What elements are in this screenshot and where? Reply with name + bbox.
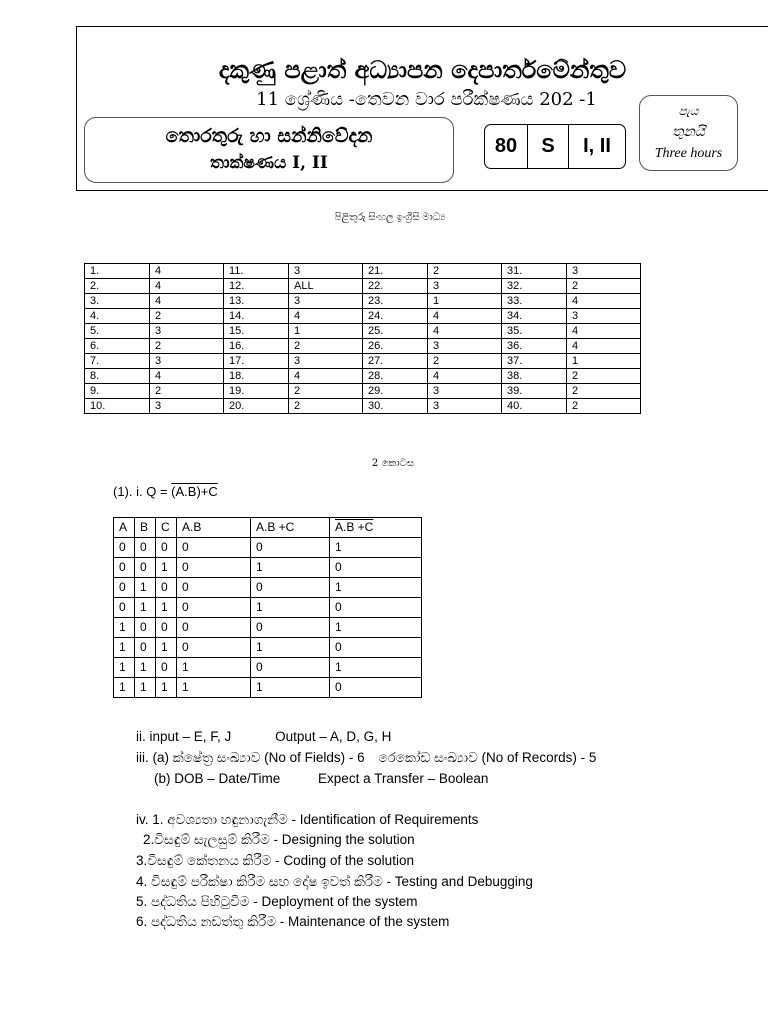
q1-expression [113,484,218,499]
truth-table [113,517,422,698]
answer-cell: 4 [428,309,502,324]
truth-table-cell: 0 [251,618,330,638]
truth-table-cell: 0 [177,638,251,658]
answer-cell: 4 [428,369,502,384]
answer-cell: 3 [428,384,502,399]
question-number-cell: 16. [224,339,289,354]
question-number-cell: 30. [363,399,428,414]
truth-table-cell: 1 [330,538,422,558]
truth-table-cell: 1 [156,558,177,578]
iii-a-records: රෙකෝඩ සංඛ්‍යාව (No of Records) - 5 [378,750,597,765]
answer-cell: 4 [150,279,224,294]
question-number-cell: 36. [502,339,567,354]
question-number-cell: 40. [502,399,567,414]
subject-code-medium: S [528,125,569,168]
answer-cell: 4 [150,294,224,309]
question-number-cell: 18. [224,369,289,384]
question-number-cell: 38. [502,369,567,384]
table-row [85,264,641,279]
truth-table-cell: 0 [330,598,422,618]
question-number-cell: 6. [85,339,150,354]
truth-table-cell: 0 [177,618,251,638]
truth-table-header-cell: A [114,518,135,538]
truth-table-cell: 0 [177,598,251,618]
answer-cell: 2 [150,339,224,354]
mcq-answer-table [84,263,641,414]
truth-table-cell: 0 [114,558,135,578]
table-row [85,324,641,339]
answer-cell: 4 [567,324,641,339]
question-number-cell: 31. [502,264,567,279]
answer-cell: 4 [289,369,363,384]
question-number-cell: 4. [85,309,150,324]
iv-step-4: 4. විසඳුම් පරීක්ෂා කිරීම සහ දෝෂ ඉවත් කිරීම - Testing and Debugging [136,874,533,889]
table-row [85,309,641,324]
time-label-si-2: තුනයි [672,124,705,140]
truth-table-cell: 1 [135,658,156,678]
time-label-si-1: පැය [678,104,699,118]
answer-cell: 3 [428,399,502,414]
answer-cell: 1 [289,324,363,339]
exam-title: 11 ශ්‍රේණිය -තෙවන වාර පරීක්ෂණය 202 -1 [256,89,597,110]
truth-table-cell: 0 [135,558,156,578]
answer-cell: 2 [150,384,224,399]
question-number-cell: 11. [224,264,289,279]
answer-cell: 3 [289,294,363,309]
question-number-cell: 14. [224,309,289,324]
answer-cell: 4 [150,369,224,384]
question-number-cell: 9. [85,384,150,399]
answer-cell: 3 [150,354,224,369]
truth-table-cell: 0 [114,538,135,558]
question-number-cell: 23. [363,294,428,309]
answer-cell: 4 [567,294,641,309]
answer-cell: 2 [567,384,641,399]
answer-cell: 4 [567,339,641,354]
subject-code-box [484,124,626,169]
question-number-cell: 28. [363,369,428,384]
truth-table-cell: 1 [330,578,422,598]
question-number-cell: 32. [502,279,567,294]
answer-cell: 3 [567,309,641,324]
answer-cell: 1 [567,354,641,369]
iv-step-2: 2.විසඳුම් සැලසුම් කිරීම - Designing the solution [143,832,415,847]
truth-table-header-cell: A.B +C [330,518,422,538]
truth-table-cell: 1 [330,618,422,638]
truth-table-cell: 0 [251,538,330,558]
table-row [114,578,422,598]
question-number-cell: 39. [502,384,567,399]
table-row [85,384,641,399]
truth-table-cell: 0 [156,618,177,638]
table-row [114,638,422,658]
table-row [114,658,422,678]
time-box [639,95,738,171]
answer-cell: 2 [289,384,363,399]
iii-b-transfer: Expect a Transfer – Boolean [318,771,489,786]
answer-cell: 2 [289,339,363,354]
table-row [85,399,641,414]
answer-cell: 2 [289,399,363,414]
table-row [85,294,641,309]
answer-cell: 3 [428,279,502,294]
truth-table-cell: 1 [251,598,330,618]
truth-table-cell: 1 [135,678,156,698]
truth-table-cell: 0 [135,618,156,638]
truth-table-cell: 0 [177,578,251,598]
answer-cell: 2 [428,264,502,279]
answer-cell: 4 [150,264,224,279]
truth-table-cell: 1 [251,558,330,578]
truth-table-cell: 0 [156,578,177,598]
answer-cell: 2 [428,354,502,369]
q1-overlined-term: (A.B)+C [171,484,218,499]
truth-table-cell: 1 [135,578,156,598]
truth-table-cell: 1 [114,678,135,698]
question-number-cell: 17. [224,354,289,369]
truth-table-header-cell: A.B [177,518,251,538]
subject-title-line1: තොරතුරු හා සන්නිවේදන [165,125,373,147]
truth-table-cell: 1 [177,658,251,678]
truth-table-cell: 1 [156,598,177,618]
answer-cell: 3 [428,339,502,354]
answer-cell: 2 [567,399,641,414]
question-number-cell: 29. [363,384,428,399]
truth-table-cell: 1 [135,598,156,618]
question-number-cell: 21. [363,264,428,279]
question-number-cell: 1. [85,264,150,279]
question-number-cell: 12. [224,279,289,294]
truth-table-cell: 0 [114,598,135,618]
part2-title: 2 කොටස [371,458,415,469]
truth-table-header-cell: C [156,518,177,538]
answers-caption: පිළිතුරු සිංහල ඉංග්‍රීසි මාධ්‍ය [334,212,446,223]
table-row [114,598,422,618]
department-title: දකුණු පළාත් අධ්‍යාපන දෙපාර්තමේන්තුව [218,55,627,84]
truth-table-cell: 0 [156,538,177,558]
truth-table-cell: 0 [156,658,177,678]
truth-table-cell: 0 [330,638,422,658]
question-number-cell: 24. [363,309,428,324]
truth-table-header-row [114,518,422,538]
table-row [85,354,641,369]
answer-cell: 1 [428,294,502,309]
question-number-cell: 37. [502,354,567,369]
iv-step-6: 6. පද්ධතිය නඩත්තු කිරීම - Maintenance of the system [136,914,450,929]
question-number-cell: 19. [224,384,289,399]
iii-b-dob: (b) DOB – Date/Time [154,771,281,786]
truth-table-cell: 0 [330,678,422,698]
question-number-cell: 25. [363,324,428,339]
answer-cell: 4 [289,309,363,324]
iv-step-3: 3.විසඳුම් කේතනය කිරීම - Coding of the solution [136,853,414,868]
table-row [85,279,641,294]
question-number-cell: 2. [85,279,150,294]
subject-box [84,117,454,183]
q1-prefix: (1). i. Q = [113,484,172,499]
question-number-cell: 13. [224,294,289,309]
table-row [114,618,422,638]
ii-output: Output – A, D, G, H [275,729,392,744]
iv-step-1: iv. 1. අවශ්‍යතා හඳුනාගැනීම - Identification of Requirements [136,812,479,827]
table-row [114,558,422,578]
subject-title-line2: තාක්ෂණය I, II [210,153,328,173]
answer-cell: 3 [289,264,363,279]
truth-table-cell: 1 [330,658,422,678]
truth-table-cell: 0 [177,538,251,558]
iv-step-5: 5. පද්ධතිය පිහිටුවීම - Deployment of the system [136,894,418,909]
question-number-cell: 7. [85,354,150,369]
question-number-cell: 8. [85,369,150,384]
answer-cell: 3 [289,354,363,369]
exam-header [76,26,768,191]
question-number-cell: 33. [502,294,567,309]
truth-table-cell: 0 [177,558,251,578]
truth-table-cell: 0 [135,638,156,658]
question-number-cell: 34. [502,309,567,324]
question-number-cell: 10. [85,399,150,414]
question-number-cell: 26. [363,339,428,354]
truth-table-cell: 1 [251,638,330,658]
question-number-cell: 22. [363,279,428,294]
truth-table-cell: 1 [251,678,330,698]
table-row [114,538,422,558]
truth-table-cell: 0 [135,538,156,558]
truth-table-header-cell: B [135,518,156,538]
question-number-cell: 35. [502,324,567,339]
ii-input: ii. input – E, F, J [136,729,232,744]
table-row [85,369,641,384]
subject-code-papers: I, II [583,135,611,157]
subject-code-number: 80 [485,125,528,168]
time-label-en: Three hours [654,146,723,161]
answer-cell: ALL [289,279,363,294]
answer-cell: 4 [428,324,502,339]
truth-table-cell: 0 [114,578,135,598]
table-row [114,678,422,698]
question-number-cell: 27. [363,354,428,369]
answer-cell: 3 [150,324,224,339]
answer-cell: 2 [150,309,224,324]
truth-table-cell: 0 [330,558,422,578]
truth-table-header-cell: A.B +C [251,518,330,538]
truth-table-cell: 1 [114,638,135,658]
truth-table-cell: 1 [156,638,177,658]
truth-table-cell: 0 [251,578,330,598]
answer-cell: 2 [567,279,641,294]
question-number-cell: 15. [224,324,289,339]
answer-cell: 2 [567,369,641,384]
answer-cell: 3 [150,399,224,414]
truth-table-cell: 1 [114,658,135,678]
answer-cell: 3 [567,264,641,279]
truth-table-cell: 0 [251,658,330,678]
iii-a-fields: iii. (a) ක්ෂේත්‍ර සංඛ්‍යාව (No of Fields) - 6 [136,750,365,765]
table-row [85,339,641,354]
truth-table-cell: 1 [114,618,135,638]
question-number-cell: 20. [224,399,289,414]
truth-table-cell: 1 [156,678,177,698]
question-number-cell: 5. [85,324,150,339]
truth-table-cell: 1 [177,678,251,698]
question-number-cell: 3. [85,294,150,309]
